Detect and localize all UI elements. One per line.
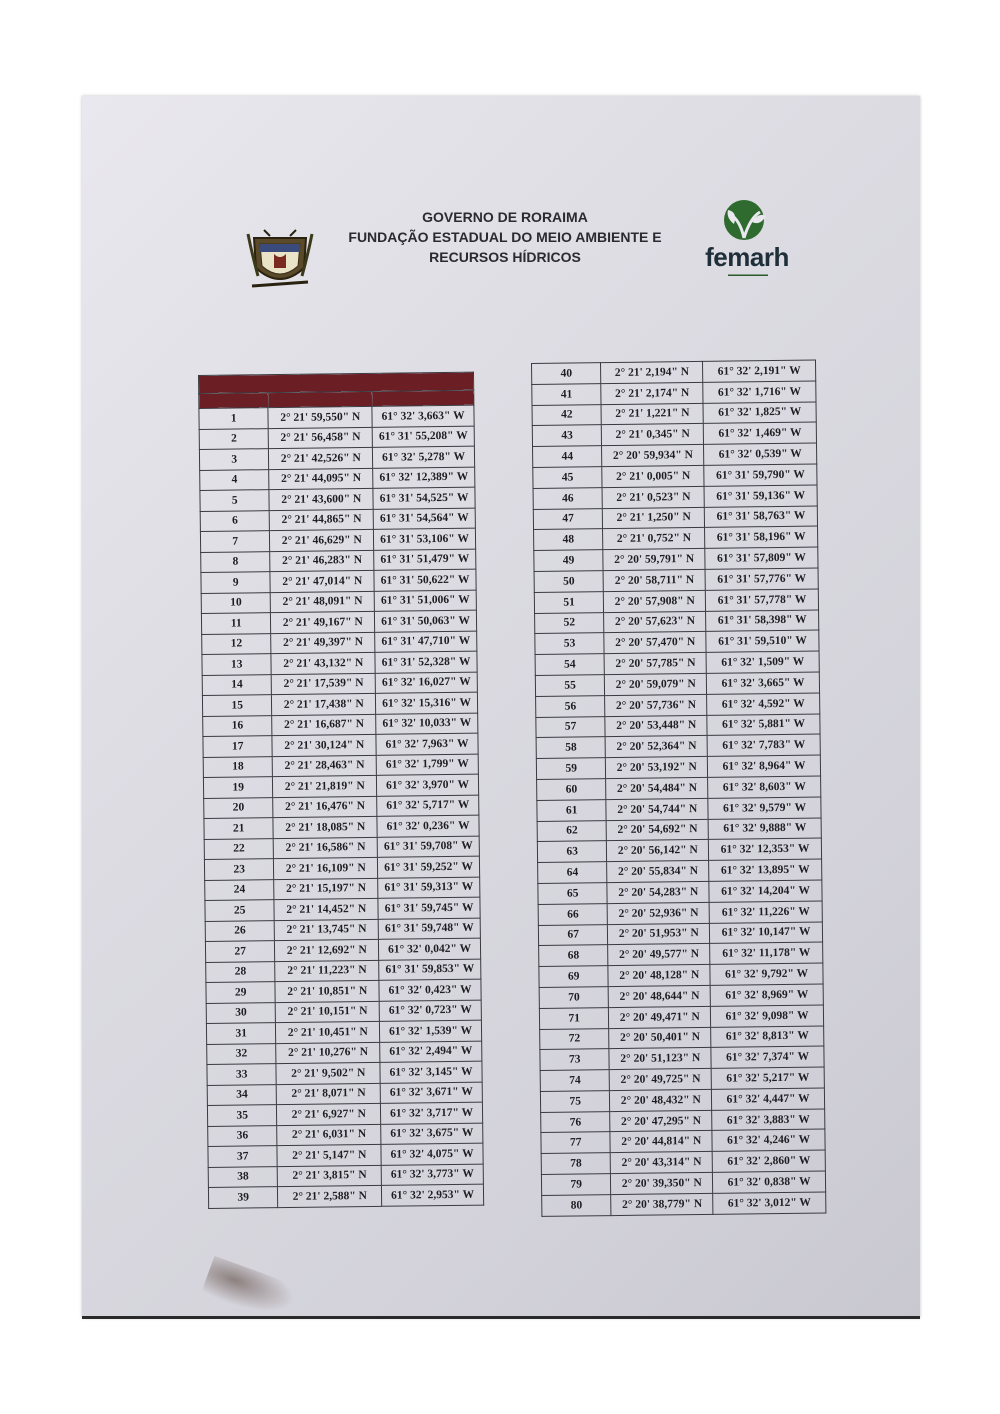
longitude-cell: 61° 32' 3,145" W (380, 1061, 482, 1083)
latitude-cell: 2° 20' 53,448" N (605, 715, 707, 737)
longitude-cell: 61° 31' 59,510" W (706, 630, 819, 652)
point-number-cell: 63 (537, 841, 607, 863)
point-number-cell: 56 (536, 695, 606, 717)
longitude-cell: 61° 32' 3,663" W (372, 405, 474, 427)
longitude-cell: 61° 32' 13,895" W (709, 859, 822, 881)
header-line-2: FUNDAÇÃO ESTADUAL DO MEIO AMBIENTE E (348, 229, 662, 245)
latitude-cell: 2° 20' 55,834" N (607, 860, 709, 882)
longitude-cell: 61° 32' 0,838" W (713, 1171, 826, 1193)
point-number-cell: 31 (206, 1023, 276, 1044)
point-number-cell: 65 (538, 883, 608, 905)
longitude-cell: 61° 32' 1,539" W (380, 1020, 482, 1042)
point-number-cell: 70 (539, 987, 609, 1009)
femarh-tagline-graphic: ▬▬▬▬▬▬▬▬ (728, 272, 768, 278)
point-number-cell: 13 (202, 654, 272, 675)
latitude-cell: 2° 21' 21,819" N (273, 775, 377, 797)
longitude-cell: 61° 31' 47,710" W (375, 631, 477, 653)
longitude-cell: 61° 31' 59,790" W (704, 464, 817, 486)
point-number-cell: 57 (536, 716, 606, 738)
latitude-cell: 2° 21' 30,124" N (272, 734, 376, 756)
latitude-cell: 2° 20' 39,350" N (611, 1172, 713, 1194)
longitude-cell: 61° 32' 4,592" W (707, 693, 820, 715)
latitude-cell: 2° 20' 54,283" N (607, 881, 709, 903)
longitude-cell: 61° 32' 2,494" W (380, 1041, 482, 1063)
point-number-cell: 37 (208, 1146, 278, 1167)
longitude-cell: 61° 32' 3,671" W (380, 1082, 482, 1104)
longitude-cell: 61° 31' 59,853" W (379, 959, 481, 981)
point-number-cell: 16 (203, 715, 273, 736)
latitude-cell: 2° 20' 49,471" N (609, 1006, 711, 1028)
latitude-cell: 2° 21' 0,345" N (602, 424, 704, 446)
latitude-cell: 2° 21' 17,539" N (272, 673, 376, 695)
longitude-cell: 61° 31' 58,398" W (706, 610, 819, 632)
latitude-cell: 2° 20' 48,128" N (608, 964, 710, 986)
longitude-cell: 61° 31' 54,525" W (373, 487, 475, 509)
latitude-cell: 2° 21' 2,194" N (601, 361, 703, 383)
latitude-cell: 2° 20' 49,725" N (610, 1068, 712, 1090)
point-number-cell: 64 (538, 862, 608, 884)
document-header (330, 207, 680, 267)
longitude-cell: 61° 31' 57,809" W (705, 547, 818, 569)
longitude-cell: 61° 32' 3,675" W (381, 1123, 483, 1145)
latitude-cell: 2° 21' 13,745" N (275, 919, 379, 941)
point-number-cell: 48 (534, 529, 604, 551)
longitude-cell: 61° 32' 4,075" W (381, 1143, 483, 1165)
latitude-cell: 2° 20' 59,791" N (603, 549, 705, 571)
point-number-cell: 52 (535, 612, 605, 634)
latitude-cell: 2° 21' 48,091" N (271, 591, 375, 613)
latitude-cell: 2° 21' 43,132" N (271, 652, 375, 674)
latitude-cell: 2° 20' 51,123" N (609, 1048, 711, 1070)
latitude-cell: 2° 20' 49,577" N (608, 944, 710, 966)
latitude-cell: 2° 21' 1,250" N (603, 507, 705, 529)
longitude-cell: 61° 31' 55,208" W (372, 426, 474, 448)
point-number-cell: 42 (532, 404, 602, 426)
point-number-cell: 66 (538, 903, 608, 925)
longitude-cell: 61° 31' 57,776" W (705, 568, 818, 590)
longitude-cell: 61° 32' 5,278" W (373, 446, 475, 468)
point-number-cell: 2 (199, 428, 269, 449)
point-number-cell: 33 (207, 1064, 277, 1085)
longitude-cell: 61° 32' 2,191" W (703, 360, 816, 382)
longitude-cell: 61° 32' 9,792" W (710, 963, 823, 985)
point-number-cell: 49 (534, 550, 604, 572)
point-number-cell: 28 (206, 961, 276, 982)
longitude-cell: 61° 32' 5,217" W (711, 1067, 824, 1089)
latitude-cell: 2° 21' 46,629" N (270, 529, 374, 551)
latitude-cell: 2° 20' 57,623" N (604, 611, 706, 633)
longitude-cell: 61° 31' 59,252" W (378, 856, 480, 878)
longitude-cell: 61° 31' 54,564" W (373, 508, 475, 530)
point-number-cell: 26 (205, 920, 275, 941)
longitude-cell: 61° 32' 2,953" W (382, 1184, 484, 1206)
point-number-cell: 12 (202, 633, 272, 654)
latitude-cell: 2° 21' 5,147" N (277, 1144, 381, 1166)
point-number-cell: 41 (532, 383, 602, 405)
longitude-cell: 61° 32' 0,423" W (379, 979, 481, 1001)
latitude-cell: 2° 21' 44,095" N (269, 468, 373, 490)
longitude-cell: 61° 32' 11,178" W (710, 942, 823, 964)
latitude-cell: 2° 21' 0,005" N (602, 465, 704, 487)
latitude-cell: 2° 20' 57,785" N (604, 653, 706, 675)
latitude-cell: 2° 20' 57,470" N (604, 632, 706, 654)
point-number-cell: 9 (201, 572, 271, 593)
longitude-cell: 61° 31' 59,708" W (377, 836, 479, 858)
latitude-cell: 2° 20' 56,142" N (607, 840, 709, 862)
latitude-cell: 2° 21' 47,014" N (270, 570, 374, 592)
latitude-cell: 2° 20' 53,192" N (606, 757, 708, 779)
latitude-cell: 2° 21' 10,276" N (276, 1042, 380, 1064)
point-number-cell: 67 (538, 924, 608, 946)
longitude-cell: 61° 32' 11,226" W (709, 901, 822, 923)
point-number-cell: 80 (542, 1194, 612, 1216)
longitude-cell: 61° 32' 14,204" W (709, 880, 822, 902)
latitude-cell: 2° 20' 43,314" N (611, 1152, 713, 1174)
point-number-cell: 50 (534, 571, 604, 593)
longitude-cell: 61° 31' 58,763" W (704, 506, 817, 528)
latitude-cell: 2° 21' 59,550" N (268, 406, 372, 428)
longitude-cell: 61° 31' 52,328" W (375, 651, 477, 673)
longitude-cell: 61° 32' 8,969" W (710, 984, 823, 1006)
point-number-cell: 71 (539, 1007, 609, 1029)
point-number-cell: 4 (200, 469, 270, 490)
longitude-cell: 61° 32' 7,783" W (707, 734, 820, 756)
latitude-cell: 2° 21' 49,397" N (271, 632, 375, 654)
latitude-cell: 2° 21' 0,752" N (603, 528, 705, 550)
point-number-cell: 68 (539, 945, 609, 967)
longitude-cell: 61° 31' 59,748" W (378, 918, 480, 940)
latitude-cell: 2° 21' 56,458" N (269, 427, 373, 449)
latitude-cell: 2° 21' 12,692" N (275, 939, 379, 961)
point-number-cell: 18 (203, 756, 273, 777)
point-number-cell: 6 (200, 510, 270, 531)
point-number-cell: 32 (207, 1043, 277, 1064)
latitude-cell: 2° 21' 16,586" N (274, 837, 378, 859)
longitude-cell: 61° 31' 50,622" W (374, 569, 476, 591)
point-number-cell: 58 (536, 737, 606, 759)
point-number-cell: 38 (208, 1166, 278, 1187)
latitude-cell: 2° 21' 10,851" N (275, 980, 379, 1002)
longitude-cell: 61° 31' 59,136" W (704, 485, 817, 507)
point-number-cell: 61 (537, 799, 607, 821)
point-number-cell: 43 (532, 425, 602, 447)
point-number-cell: 36 (208, 1125, 278, 1146)
point-number-cell: 1 (199, 408, 269, 429)
longitude-cell: 61° 32' 1,716" W (703, 381, 816, 403)
longitude-cell: 61° 32' 5,881" W (707, 714, 820, 736)
longitude-cell: 61° 32' 10,147" W (710, 921, 823, 943)
longitude-cell: 61° 32' 3,717" W (381, 1102, 483, 1124)
latitude-cell: 2° 21' 17,438" N (272, 693, 376, 715)
header-line-1: GOVERNO DE RORAIMA (422, 209, 588, 225)
longitude-cell: 61° 32' 12,353" W (709, 838, 822, 860)
point-number-cell: 44 (533, 446, 603, 468)
point-number-cell: 17 (203, 736, 273, 757)
longitude-cell: 61° 32' 5,717" W (377, 795, 479, 817)
point-number-cell: 69 (539, 966, 609, 988)
point-number-cell: 15 (202, 695, 272, 716)
latitude-cell: 2° 20' 52,364" N (605, 736, 707, 758)
point-number-cell: 51 (534, 591, 604, 613)
state-coat-of-arms-icon (244, 224, 316, 298)
longitude-cell: 61° 32' 3,773" W (381, 1164, 483, 1186)
latitude-cell: 2° 21' 16,476" N (273, 796, 377, 818)
point-number-cell: 34 (207, 1084, 277, 1105)
latitude-cell: 2° 20' 59,934" N (602, 445, 704, 467)
latitude-cell: 2° 21' 16,109" N (274, 857, 378, 879)
longitude-cell: 61° 31' 59,313" W (378, 877, 480, 899)
latitude-cell: 2° 21' 8,071" N (277, 1083, 381, 1105)
longitude-cell: 61° 32' 3,665" W (707, 672, 820, 694)
longitude-cell: 61° 32' 12,389" W (373, 467, 475, 489)
table-row (208, 1184, 483, 1208)
latitude-cell: 2° 20' 52,936" N (608, 902, 710, 924)
longitude-cell: 61° 32' 1,825" W (703, 402, 816, 424)
latitude-cell: 2° 20' 57,908" N (604, 590, 706, 612)
point-number-cell: 25 (205, 900, 275, 921)
longitude-cell: 61° 32' 0,539" W (704, 443, 817, 465)
latitude-cell: 2° 20' 44,814" N (610, 1131, 712, 1153)
point-number-cell: 11 (201, 613, 271, 634)
point-number-cell: 54 (535, 654, 605, 676)
longitude-cell: 61° 32' 8,964" W (708, 755, 821, 777)
latitude-cell: 2° 21' 44,865" N (270, 509, 374, 531)
coordinates-table-left (198, 372, 484, 1209)
point-number-cell: 78 (541, 1153, 611, 1175)
point-number-cell: 35 (207, 1105, 277, 1126)
latitude-cell: 2° 21' 18,085" N (273, 816, 377, 838)
point-number-cell: 24 (205, 879, 275, 900)
point-number-cell: 20 (204, 797, 274, 818)
longitude-cell: 61° 31' 50,063" W (375, 610, 477, 632)
longitude-cell: 61° 32' 0,042" W (379, 938, 481, 960)
point-number-cell: 39 (208, 1187, 278, 1208)
point-number-cell: 59 (536, 758, 606, 780)
latitude-cell: 2° 20' 54,744" N (606, 798, 708, 820)
latitude-cell: 2° 20' 47,295" N (610, 1110, 712, 1132)
longitude-cell: 61° 32' 10,033" W (376, 713, 478, 735)
latitude-cell: 2° 21' 42,526" N (269, 447, 373, 469)
latitude-cell: 2° 21' 46,283" N (270, 550, 374, 572)
point-number-cell: 10 (201, 592, 271, 613)
latitude-cell: 2° 21' 3,815" N (278, 1165, 382, 1187)
point-number-cell: 77 (541, 1132, 611, 1154)
femarh-wordmark: femarh (705, 242, 789, 272)
longitude-cell: 61° 32' 3,883" W (712, 1109, 825, 1131)
point-number-cell: 53 (535, 633, 605, 655)
coordinates-body-left (199, 405, 484, 1208)
latitude-cell: 2° 21' 2,588" N (278, 1185, 382, 1207)
paper-bottom-edge (82, 1316, 920, 1319)
latitude-cell: 2° 21' 6,031" N (277, 1124, 381, 1146)
latitude-cell: 2° 20' 58,711" N (603, 569, 705, 591)
longitude-cell: 61° 32' 4,447" W (712, 1088, 825, 1110)
latitude-cell: 2° 21' 1,221" N (601, 403, 703, 425)
longitude-cell: 61° 32' 9,888" W (708, 818, 821, 840)
latitude-cell: 2° 21' 10,451" N (276, 1021, 380, 1043)
point-number-cell: 8 (201, 551, 271, 572)
longitude-cell: 61° 31' 57,778" W (705, 589, 818, 611)
latitude-cell: 2° 20' 50,401" N (609, 1027, 711, 1049)
point-number-cell: 29 (206, 982, 276, 1003)
latitude-cell: 2° 21' 11,223" N (275, 960, 379, 982)
point-number-cell: 19 (203, 777, 273, 798)
point-number-cell: 47 (533, 508, 603, 530)
point-number-cell: 72 (540, 1028, 610, 1050)
point-number-cell: 7 (200, 531, 270, 552)
latitude-cell: 2° 21' 6,927" N (277, 1103, 381, 1125)
point-number-cell: 14 (202, 674, 272, 695)
longitude-cell: 61° 32' 16,027" W (375, 672, 477, 694)
longitude-cell: 61° 32' 7,374" W (711, 1046, 824, 1068)
longitude-cell: 61° 32' 3,970" W (377, 774, 479, 796)
latitude-cell: 2° 20' 54,484" N (606, 777, 708, 799)
point-number-cell: 55 (535, 675, 605, 697)
point-number-cell: 46 (533, 487, 603, 509)
point-number-cell: 73 (540, 1049, 610, 1071)
latitude-cell: 2° 21' 14,452" N (274, 898, 378, 920)
longitude-cell: 61° 32' 15,316" W (376, 692, 478, 714)
table-row (542, 1192, 826, 1216)
latitude-cell: 2° 20' 51,953" N (608, 923, 710, 945)
latitude-cell: 2° 20' 48,644" N (609, 985, 711, 1007)
point-number-cell: 79 (541, 1174, 611, 1196)
point-number-cell: 75 (540, 1090, 610, 1112)
longitude-cell: 61° 32' 9,098" W (711, 1005, 824, 1027)
latitude-cell: 2° 21' 15,197" N (274, 878, 378, 900)
latitude-cell: 2° 21' 43,600" N (269, 488, 373, 510)
latitude-cell: 2° 21' 2,174" N (601, 382, 703, 404)
latitude-cell: 2° 21' 9,502" N (276, 1062, 380, 1084)
longitude-cell: 61° 32' 0,236" W (377, 815, 479, 837)
point-number-cell: 27 (205, 941, 275, 962)
point-number-cell: 74 (540, 1070, 610, 1092)
point-number-cell: 40 (532, 363, 602, 385)
point-number-cell: 60 (537, 779, 607, 801)
point-number-cell: 23 (204, 859, 274, 880)
point-number-cell: 76 (541, 1111, 611, 1133)
coordinates-body-right (532, 360, 826, 1216)
latitude-cell: 2° 20' 38,779" N (611, 1193, 713, 1215)
header-cell-ponto (199, 393, 269, 409)
longitude-cell: 61° 32' 2,860" W (712, 1150, 825, 1172)
latitude-cell: 2° 20' 48,432" N (610, 1089, 712, 1111)
longitude-cell: 61° 32' 9,579" W (708, 797, 821, 819)
longitude-cell: 61° 32' 0,723" W (379, 1000, 481, 1022)
latitude-cell: 2° 21' 16,687" N (272, 714, 376, 736)
longitude-cell: 61° 32' 1,799" W (376, 754, 478, 776)
latitude-cell: 2° 21' 28,463" N (273, 755, 377, 777)
longitude-cell: 61° 32' 8,603" W (708, 776, 821, 798)
latitude-cell: 2° 21' 49,167" N (271, 611, 375, 633)
longitude-cell: 61° 32' 4,246" W (712, 1129, 825, 1151)
longitude-cell: 61° 32' 1,509" W (706, 651, 819, 673)
header-cell-latitude (268, 391, 372, 407)
latitude-cell: 2° 21' 0,523" N (602, 486, 704, 508)
coordinates-table-right (531, 360, 826, 1217)
latitude-cell: 2° 20' 57,736" N (605, 694, 707, 716)
longitude-cell: 61° 32' 3,012" W (713, 1192, 826, 1214)
longitude-cell: 61° 31' 53,106" W (374, 528, 476, 550)
latitude-cell: 2° 20' 54,692" N (607, 819, 709, 841)
point-number-cell: 30 (206, 1002, 276, 1023)
point-number-cell: 21 (204, 818, 274, 839)
point-number-cell: 45 (533, 467, 603, 489)
latitude-cell: 2° 20' 59,079" N (605, 673, 707, 695)
latitude-cell: 2° 21' 10,151" N (276, 1001, 380, 1023)
point-number-cell: 22 (204, 838, 274, 859)
point-number-cell: 5 (200, 490, 270, 511)
point-number-cell: 62 (537, 820, 607, 842)
longitude-cell: 61° 31' 58,196" W (705, 526, 818, 548)
longitude-cell: 61° 31' 51,479" W (374, 549, 476, 571)
longitude-cell: 61° 32' 1,469" W (703, 422, 816, 444)
longitude-cell: 61° 31' 59,745" W (378, 897, 480, 919)
header-cell-longitude (372, 390, 474, 406)
longitude-cell: 61° 32' 8,813" W (711, 1025, 824, 1047)
point-number-cell: 3 (199, 449, 269, 470)
longitude-cell: 61° 31' 51,006" W (374, 590, 476, 612)
header-line-3: RECURSOS HÍDRICOS (429, 249, 581, 265)
longitude-cell: 61° 32' 7,963" W (376, 733, 478, 755)
